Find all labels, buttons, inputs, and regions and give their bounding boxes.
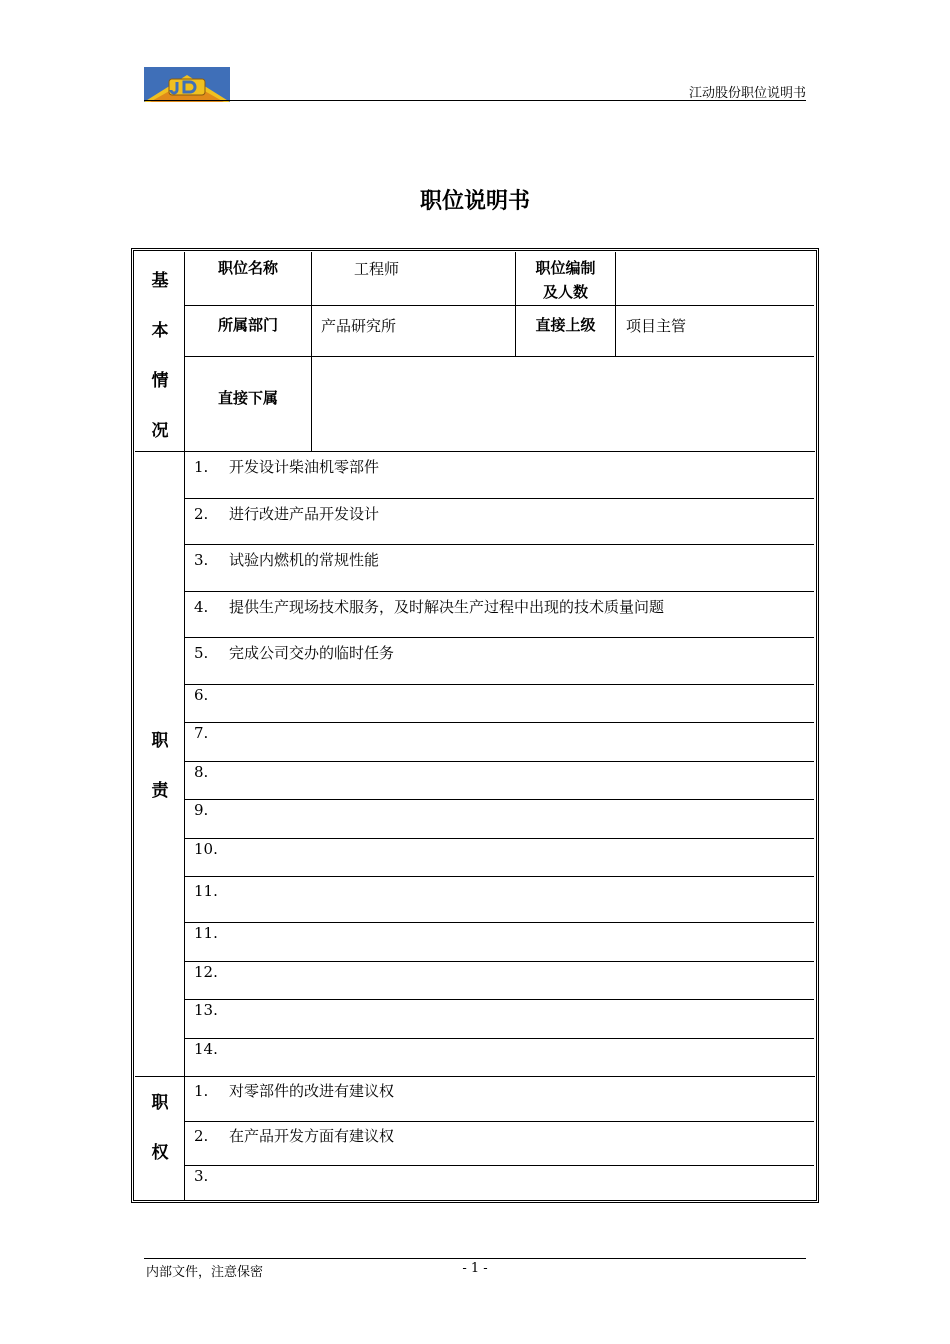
item-number: 1. bbox=[194, 1082, 209, 1100]
subordinates-label: 直接下属 bbox=[217, 389, 278, 407]
item-number: 11. bbox=[194, 924, 218, 942]
item-number: 12. bbox=[194, 963, 218, 981]
duty-item bbox=[194, 596, 664, 617]
position-name-value: 工程师 bbox=[354, 260, 400, 278]
item-number: 1. bbox=[194, 458, 209, 476]
authority-item bbox=[194, 1125, 394, 1146]
duty-item bbox=[194, 840, 229, 858]
item-text: 进行改进产品开发设计 bbox=[229, 505, 380, 523]
section-char: 职 bbox=[151, 731, 169, 751]
position-name-label: 职位名称 bbox=[217, 259, 278, 277]
department-value: 产品研究所 bbox=[321, 317, 397, 335]
section-rule bbox=[135, 451, 815, 452]
duty-item bbox=[194, 963, 229, 981]
item-text: 在产品开发方面有建议权 bbox=[229, 1127, 395, 1145]
row-rule bbox=[184, 876, 814, 877]
section-char: 基 bbox=[151, 271, 169, 291]
section-char: 本 bbox=[151, 321, 169, 341]
duty-item bbox=[194, 724, 229, 742]
duty-item bbox=[194, 763, 229, 781]
footer-rule bbox=[144, 1258, 806, 1259]
duty-item bbox=[194, 1040, 229, 1058]
row-rule bbox=[184, 838, 814, 839]
department-label: 所属部门 bbox=[217, 316, 278, 334]
row-rule bbox=[184, 1121, 814, 1122]
duty-item bbox=[194, 801, 229, 819]
duty-item bbox=[194, 882, 229, 900]
item-number: 11. bbox=[194, 882, 218, 900]
item-text: 开发设计柴油机零部件 bbox=[229, 458, 380, 476]
item-number: 8. bbox=[194, 763, 209, 781]
section-label-basic bbox=[136, 256, 184, 456]
item-number: 2. bbox=[194, 1127, 209, 1145]
row-rule bbox=[184, 999, 814, 1000]
grid-line bbox=[184, 356, 814, 357]
item-text: 对零部件的改进有建议权 bbox=[229, 1082, 395, 1100]
item-text: 提供生产现场技术服务，及时解决生产过程中出现的技术质量问题 bbox=[229, 598, 665, 616]
section-label-duties bbox=[136, 716, 184, 816]
supervisor-label: 直接上级 bbox=[535, 316, 596, 334]
row-rule bbox=[184, 761, 814, 762]
company-logo bbox=[144, 67, 230, 102]
row-rule bbox=[184, 498, 814, 499]
section-char: 情 bbox=[151, 371, 169, 391]
headcount-label-line2: 及人数 bbox=[542, 283, 588, 301]
headcount-label bbox=[516, 256, 615, 304]
item-number: 9. bbox=[194, 801, 209, 819]
section-rule bbox=[135, 1076, 815, 1077]
supervisor-value: 项目主管 bbox=[626, 317, 687, 335]
section-char: 责 bbox=[151, 781, 169, 801]
confidential-note: 内部文件，注意保密 bbox=[146, 1265, 264, 1280]
item-number: 5. bbox=[194, 644, 209, 662]
section-char: 职 bbox=[151, 1093, 169, 1113]
row-rule bbox=[184, 544, 814, 545]
row-rule bbox=[184, 637, 814, 638]
row-rule bbox=[184, 799, 814, 800]
row-rule bbox=[184, 684, 814, 685]
duty-item bbox=[194, 503, 379, 524]
duty-item bbox=[194, 642, 394, 663]
section-label-authority bbox=[136, 1078, 184, 1178]
item-number: 14. bbox=[194, 1040, 218, 1058]
item-number: 7. bbox=[194, 724, 209, 742]
item-number: 3. bbox=[194, 1167, 209, 1185]
duty-item bbox=[194, 924, 229, 942]
item-text: 完成公司交办的临时任务 bbox=[229, 644, 395, 662]
page-number: - 1 - bbox=[462, 1261, 488, 1276]
header-doc-name: 江动股份职位说明书 bbox=[688, 86, 806, 101]
authority-item bbox=[194, 1080, 394, 1101]
duty-item bbox=[194, 456, 379, 477]
item-number: 2. bbox=[194, 505, 209, 523]
row-rule bbox=[184, 922, 814, 923]
authority-item bbox=[194, 1167, 229, 1185]
headcount-label-line1: 职位编制 bbox=[535, 259, 596, 277]
item-number: 13. bbox=[194, 1001, 218, 1019]
page-title: 职位说明书 bbox=[419, 189, 530, 214]
row-rule bbox=[184, 1165, 814, 1166]
duty-item bbox=[194, 686, 229, 704]
item-number: 4. bbox=[194, 598, 209, 616]
duty-item bbox=[194, 1001, 229, 1019]
row-rule bbox=[184, 591, 814, 592]
item-number: 3. bbox=[194, 551, 209, 569]
item-text: 试验内燃机的常规性能 bbox=[229, 551, 380, 569]
section-char: 权 bbox=[151, 1143, 169, 1163]
grid-line bbox=[311, 252, 312, 451]
item-number: 10. bbox=[194, 840, 218, 858]
row-rule bbox=[184, 722, 814, 723]
item-number: 6. bbox=[194, 686, 209, 704]
duty-item bbox=[194, 549, 379, 570]
section-char: 况 bbox=[151, 421, 169, 441]
row-rule bbox=[184, 1038, 814, 1039]
grid-line bbox=[615, 252, 616, 356]
grid-line bbox=[184, 305, 814, 306]
row-rule bbox=[184, 961, 814, 962]
